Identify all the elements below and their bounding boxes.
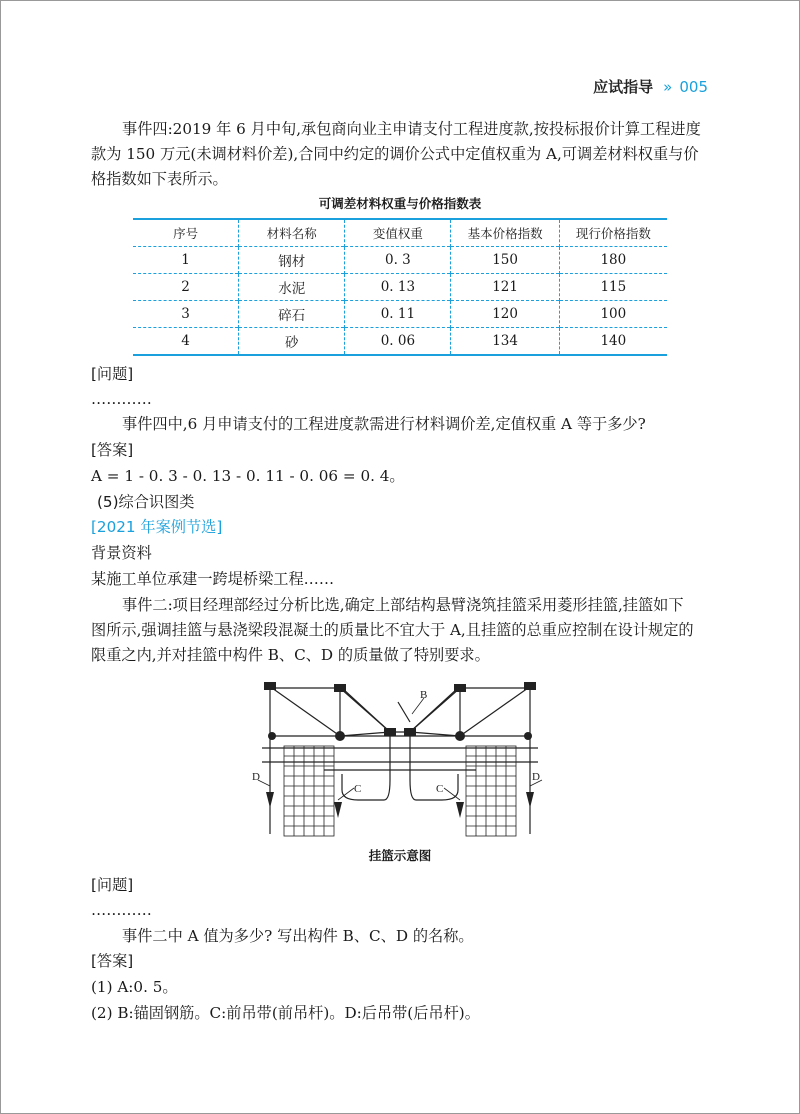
page-header <box>593 76 708 97</box>
table-cell: 121 <box>451 274 559 301</box>
answer-text-2: (2) B:锚固钢筋。C:前吊带(前吊杆)。D:后吊带(后吊杆)。 <box>91 1004 480 1022</box>
table-row <box>133 301 667 328</box>
table-cell: 150 <box>451 247 559 274</box>
table-row <box>133 274 667 301</box>
table-caption: 可调差材料权重与价格指数表 <box>318 196 482 211</box>
table-cell: 134 <box>451 328 559 356</box>
col-header: 材料名称 <box>239 219 345 247</box>
col-header: 序号 <box>173 226 199 241</box>
page-number: 005 <box>679 77 708 96</box>
table-cell: 3 <box>181 306 190 322</box>
table-cell: 0. 3 <box>345 247 451 274</box>
figure-label-d-right: D <box>532 771 540 783</box>
table-cell: 0. 13 <box>345 274 451 301</box>
hanging-basket-diagram <box>252 674 540 840</box>
table-header-row <box>133 219 667 247</box>
answer-text: A = 1 - 0. 3 - 0. 13 - 0. 11 - 0. 06 = 0. 4。 <box>91 467 405 485</box>
background-text: 某施工单位承建一跨堤桥梁工程…… <box>91 570 334 588</box>
table-cell: 碎石 <box>239 301 345 328</box>
ellipsis-dots: ………… <box>91 390 152 408</box>
section-title: (5)综合识图类 <box>97 493 195 511</box>
case-tag: [2021 年案例节选] <box>91 518 223 536</box>
figure-label-b: B <box>420 689 428 701</box>
col-header: 变值权重 <box>345 219 451 247</box>
table-cell: 4 <box>181 333 190 349</box>
table-cell: 水泥 <box>239 274 345 301</box>
figure-label-c-left: C <box>354 783 362 795</box>
figure-label-c-right: C <box>436 783 444 795</box>
event4-line2: 款为 150 万元(未调材料价差),合同中约定的调价公式中定值权重为 A,可调差材料权重与价 <box>91 145 699 163</box>
table-cell: 115 <box>559 274 667 301</box>
event2-line2: 图所示,强调挂篮与悬浇梁段混凝土的质量比不宜大于 A,且挂篮的总重应控制在设计规定的 <box>91 621 694 639</box>
figure-label-d-left: D <box>252 771 260 783</box>
table-cell: 0. 06 <box>345 328 451 356</box>
table-cell: 140 <box>559 328 667 356</box>
col-header: 现行价格指数 <box>559 219 667 247</box>
question-text: 事件二中 A 值为多少? 写出构件 B、C、D 的名称。 <box>122 927 474 945</box>
table-row <box>133 328 667 356</box>
table-cell: 0. 11 <box>345 301 451 328</box>
header-title: 应试指导 <box>593 78 654 96</box>
ellipsis-dots: ………… <box>91 901 152 919</box>
event2-line1: 事件二:项目经理部经过分析比选,确定上部结构悬臂浇筑挂篮采用菱形挂篮,挂篮如下 <box>122 596 684 614</box>
figure-caption: 挂篮示意图 <box>368 848 432 863</box>
price-index-table <box>133 218 667 356</box>
event4-line3: 格指数如下表所示。 <box>91 170 228 188</box>
event4-line1: 事件四:2019 年 6 月中旬,承包商向业主申请支付工程进度款,按投标报价计算工程进度 <box>122 120 701 138</box>
table-cell: 100 <box>559 301 667 328</box>
answer-text-1: (1) A:0. 5。 <box>91 978 178 996</box>
table-cell: 砂 <box>239 328 345 356</box>
table-cell: 180 <box>559 247 667 274</box>
table-row <box>133 247 667 274</box>
table-cell: 120 <box>451 301 559 328</box>
table-cell: 2 <box>181 279 190 295</box>
event2-line3: 限重之内,并对挂篮中构件 B、C、D 的质量做了特别要求。 <box>91 646 490 664</box>
double-chevron-icon: » <box>663 77 670 96</box>
col-header: 基本价格指数 <box>451 219 559 247</box>
question-label: [问题] <box>91 365 134 383</box>
table-cell: 1 <box>181 252 190 268</box>
question-label: [问题] <box>91 876 134 894</box>
question-text: 事件四中,6 月申请支付的工程进度款需进行材料调价差,定值权重 A 等于多少? <box>122 415 646 433</box>
answer-label: [答案] <box>91 441 134 459</box>
background-label: 背景资料 <box>91 544 152 562</box>
table-cell: 钢材 <box>239 247 345 274</box>
answer-label: [答案] <box>91 952 134 970</box>
